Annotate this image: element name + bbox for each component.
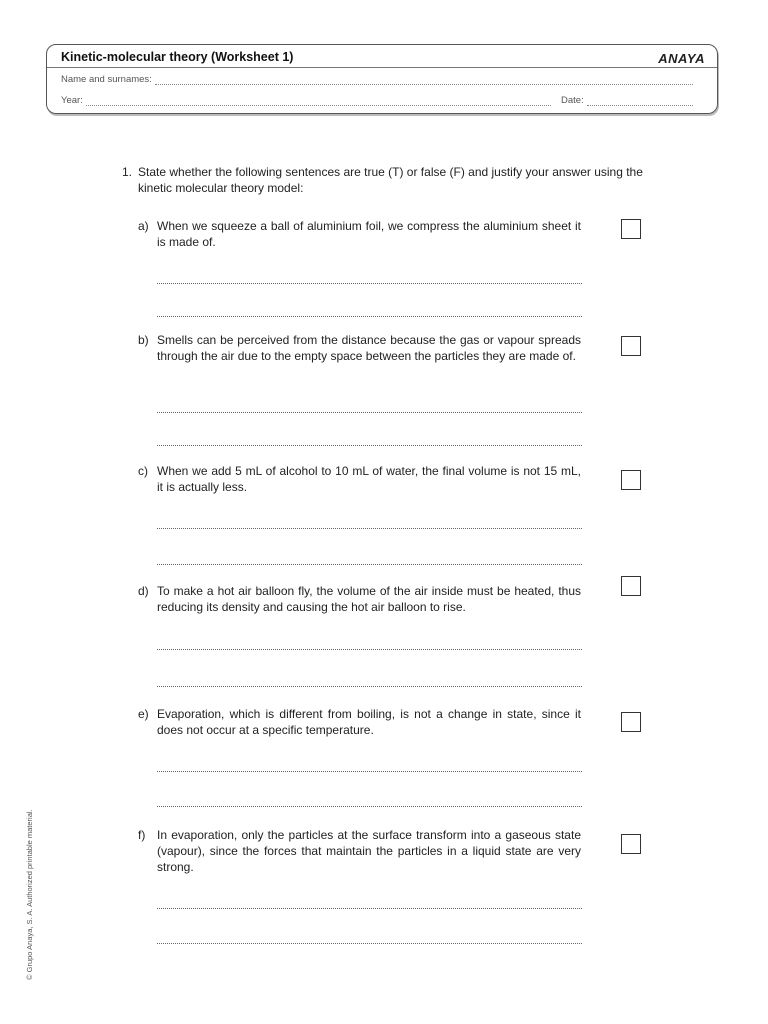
question-text: State whether the following sentences are true (T) or false (F) and justify your answer using the kinetic molecular theory model: bbox=[138, 165, 643, 195]
statement-letter: a) bbox=[138, 219, 149, 233]
answer-line[interactable] bbox=[157, 564, 582, 565]
answer-box-d[interactable] bbox=[621, 576, 641, 596]
worksheet-header bbox=[46, 44, 718, 114]
answer-line[interactable] bbox=[157, 316, 582, 317]
statement-letter: d) bbox=[138, 584, 149, 598]
answer-line[interactable] bbox=[157, 528, 582, 529]
date-line[interactable] bbox=[587, 96, 693, 106]
statement-b bbox=[138, 332, 648, 364]
statement-a bbox=[138, 218, 648, 250]
answer-line[interactable] bbox=[157, 412, 582, 413]
statement-text: In evaporation, only the particles at the surface transform into a gaseous state (vapour), since the forces that maintain the particles in a liquid state are very strong. bbox=[157, 828, 581, 874]
year-field[interactable] bbox=[61, 95, 551, 106]
answer-box-e[interactable] bbox=[621, 712, 641, 732]
statement-text: Evaporation, which is different from boiling, is not a change in state, since it does not occur at a specific temperature. bbox=[157, 707, 581, 737]
answer-line[interactable] bbox=[157, 283, 582, 284]
question-number: 1. bbox=[122, 165, 133, 179]
statement-text: When we squeeze a ball of aluminium foil, we compress the aluminium sheet it is made of. bbox=[157, 219, 581, 249]
statement-text: When we add 5 mL of alcohol to 10 mL of water, the final volume is not 15 mL, it is actually less. bbox=[157, 464, 581, 494]
statement-e bbox=[138, 706, 648, 738]
answer-box-f[interactable] bbox=[621, 834, 641, 854]
statement-text: Smells can be perceived from the distance because the gas or vapour spreads through the air due to the empty space between the particles they are made of. bbox=[157, 333, 581, 363]
date-field[interactable] bbox=[561, 95, 693, 106]
name-field[interactable] bbox=[61, 74, 693, 85]
year-line[interactable] bbox=[86, 96, 551, 106]
statement-letter: b) bbox=[138, 333, 149, 347]
statement-d bbox=[138, 583, 648, 615]
answer-box-c[interactable] bbox=[621, 470, 641, 490]
name-label: Name and surnames: bbox=[61, 74, 152, 85]
year-label: Year: bbox=[61, 95, 83, 106]
name-line[interactable] bbox=[155, 75, 693, 85]
date-label: Date: bbox=[561, 95, 584, 106]
anaya-logo: ANAYA bbox=[658, 51, 705, 66]
answer-line[interactable] bbox=[157, 908, 582, 909]
question-1 bbox=[122, 164, 652, 196]
answer-box-b[interactable] bbox=[621, 336, 641, 356]
answer-line[interactable] bbox=[157, 943, 582, 944]
answer-line[interactable] bbox=[157, 649, 582, 650]
statement-letter: f) bbox=[138, 828, 146, 842]
header-divider bbox=[47, 67, 717, 68]
statement-letter: c) bbox=[138, 464, 148, 478]
statement-f bbox=[138, 827, 648, 875]
answer-box-a[interactable] bbox=[621, 219, 641, 239]
copyright-note: © Grupo Anaya, S. A. Authorized printable material. bbox=[25, 809, 34, 980]
answer-line[interactable] bbox=[157, 771, 582, 772]
worksheet-title: Kinetic-molecular theory (Worksheet 1) bbox=[61, 50, 294, 64]
answer-line[interactable] bbox=[157, 686, 582, 687]
answer-line[interactable] bbox=[157, 806, 582, 807]
statement-c bbox=[138, 463, 648, 495]
statement-letter: e) bbox=[138, 707, 149, 721]
answer-line[interactable] bbox=[157, 445, 582, 446]
statement-text: To make a hot air balloon fly, the volume of the air inside must be heated, thus reducing its density and causing the hot air balloon to rise. bbox=[157, 584, 581, 614]
